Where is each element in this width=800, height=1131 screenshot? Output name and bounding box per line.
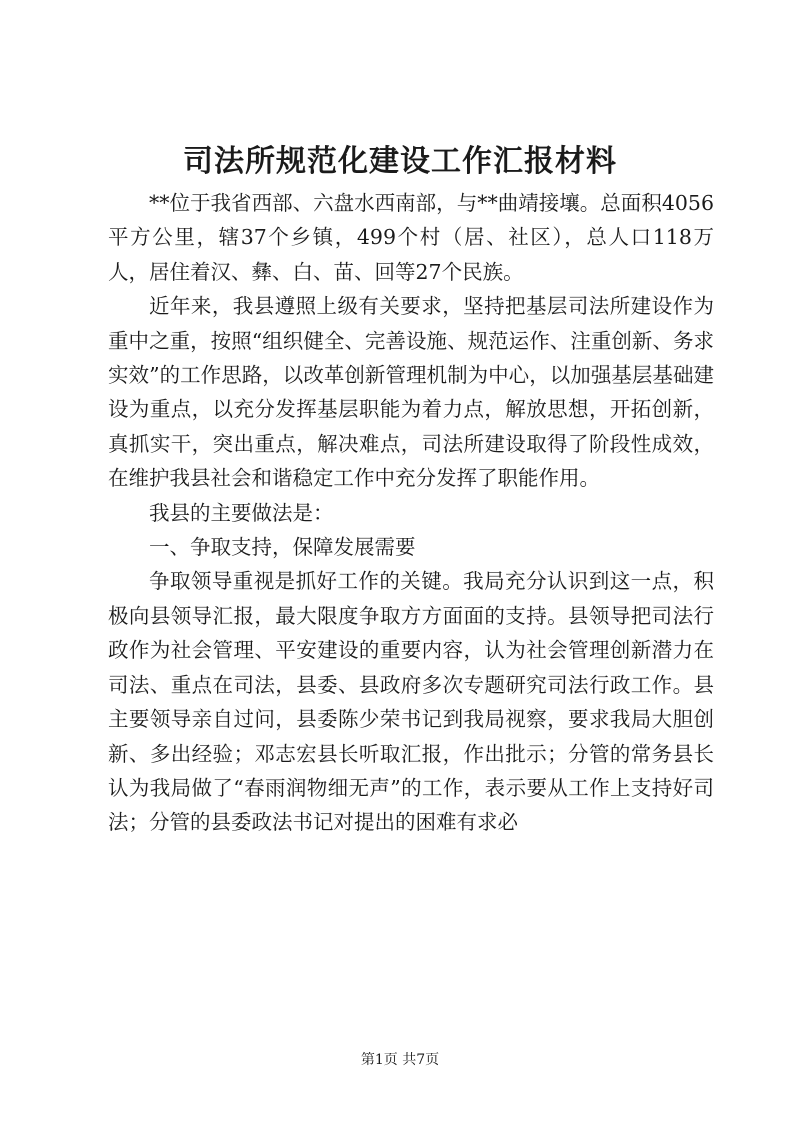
- section-heading-1: 一、争取支持，保障发展需要: [149, 535, 416, 560]
- paragraph-intro: **位于我省西部、六盘水西南部，与**曲靖接壤。总面积4056平方公里，辖37个乡镇，499个村（居、社区），总人口118万人，居住着汉、彝、白、苗、回等27个民族。: [108, 191, 714, 284]
- document-title: 司法所规范化建设工作汇报材料: [183, 144, 617, 179]
- document-body: [108, 186, 714, 840]
- paragraph-leadership-support: 争取领导重视是抓好工作的关键。我局充分认识到这一点，积极向县领导汇报，最大限度争取方方面面的支持。县领导把司法行政作为社会管理、平安建设的重要内容，认为社会管理创新潜力在司法、重点在司法，县委、县政府多次专题研究司法行政工作。县主要领导亲自过问，县委陈少荣书记到我局视察，要求我局大胆创新、多出经验；邓志宏县长听取汇报，作出批示；分管的常务县长认为我局做了“春雨润物细无声”的工作，表示要从工作上支持好司法；分管的县委政法书记对提出的困难有求必: [108, 569, 714, 835]
- paragraph-main-methods: 我县的主要做法是：: [149, 500, 334, 525]
- paragraph-recent-years: 近年来，我县遵照上级有关要求，坚持把基层司法所建设作为重中之重，按照“组织健全、完善设施、规范运作、注重创新、务求实效”的工作思路，以改革创新管理机制为中心，以加强基层基础建设为重点，以充分发挥基层职能为着力点，解放思想，开拓创新，真抓实干，突出重点，解决难点，司法所建设取得了阶段性成效，在维护我县社会和谐稳定工作中充分发挥了职能作用。: [108, 294, 714, 491]
- page-footer: 第1页 共7页: [360, 1052, 440, 1068]
